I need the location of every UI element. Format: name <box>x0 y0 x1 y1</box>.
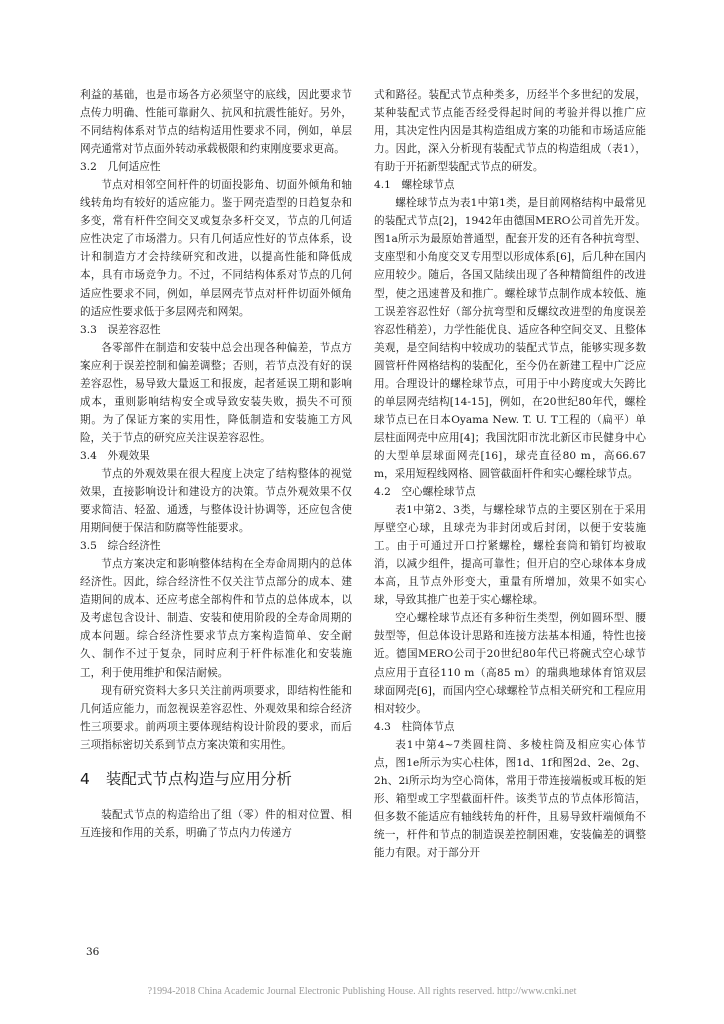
heading-3-5-economy: 3.5 综合经济性 <box>80 540 161 553</box>
paragraph-4-3: 表1中第4~7类圆柱筒、多棱柱筒及相应实心体节点，图1e所示为实心柱体，图1d、1f和图2d、2e、2g、2h、2i所示均为空心筒体，常用于带连接端板或耳板的矩形、箱型或工字型截面杆件。该类节点的节点体形简洁，但多数不能适应有轴线转角的杆件，且易导致杆端倾角不统一，杆件和节点的制造误差控制困难，安装偏差的调整能力有限。对于部分开 <box>374 738 646 859</box>
page-number: 36 <box>86 946 100 958</box>
paragraph-4-2-b: 空心螺栓球节点还有多种衍生类型，例如圆环型、腰鼓型等，但总体设计思路和连接方法基本相通，特性也接近。德国MERO公司于20世纪80年代已将碗式空心球节点应用于直径110 m（高85 m）的瑞典地球体育馆双层球面网壳[6]，而国内空心球螺栓节点相关研究和工程应用相对较少。 <box>374 612 646 715</box>
paragraph-4-2-a: 表1中第2、3类，与螺栓球节点的主要区别在于采用厚壁空心球，且球壳为非封闭或后封闭，以便于安装施工。由于可通过开口拧紧螺栓，螺栓套筒和销钉均被取消，以减少组件，提高可靠性；但开启的空心球体本身成本高，且节点外形变大，重量有所增加，效果不如实心球，导致其推广也差于实心螺栓球。 <box>374 504 646 607</box>
paragraph-structural-continued: 利益的基础，也是市场各方必须坚守的底线，因此要求节点传力明确、性能可靠耐久、抗风和抗震性能好。另外，不同结构体系对节点的结构适用性要求不同，例如，单层网壳通常对节点面外转动承载极限和约束刚度要求更高。 <box>80 89 352 156</box>
paragraph-4-1: 螺栓球节点为表1中第1类，是目前网格结构中最常见的装配式节点[2]，1942年由德国MERO公司首先开发。图1a所示为最原始普通型，配套开发的还有各种抗弯型、支座型和小角度交叉专用型以形成体系[6]，后几种在国内应用较少。随后，各国又陆续出现了各种精简组件的改进型，使之迅速普及和推广。螺栓球节点制作成本较低、施工误差容忍性好（部分抗弯型和反螺纹改进型的角度误差容忍性稍差），力学性能优良、适应各种空间交叉、且整体美观，是空间结构中较成功的装配式节点，能够实现多数圆管杆件网格结构的装配化，至今仍在新建工程中广泛应用。合理设计的螺栓球节点，可用于中小跨度或大矢跨比的单层网壳结构[14-15]，例如，在20世纪80年代，螺栓球节点已在日本Oyama New. T. U. T工程的（扁平）单层柱面网壳中应用[4]；我国沈阳市沈北新区市民健身中心的大型单层球面网壳[16]，球壳直径80 m，高66.67 m，采用短程线网格、圆管截面杆件和实心螺栓球节点。 <box>374 197 646 480</box>
paragraph-section-4-intro: 装配式节点的构造给出了组（零）件的相对位置、相互连接和作用的关系，明确了节点内力传递方 <box>80 808 352 839</box>
paragraph-3-5: 节点方案决定和影响整体结构在全寿命周期内的总体经济性。因此，综合经济性不仅关注节点部分的成本、建造期间的成本、还应考虑全部构件和节点的总体成本，以及考虑包含设计、制造、安装和使用阶段的全寿命周期的成本问题。综合经济性要求节点方案构造简单、安全耐久、制作不过于复杂，同时应利于杆件标准化和安装施工，利于使用维护和保洁耐候。 <box>80 558 352 679</box>
heading-4-1-bolt-ball-joint: 4.1 螺栓球节点 <box>374 179 455 192</box>
copyright-footer: ?1994-2018 China Academic Journal Electronic Publishing House. All rights reserved. http://www.cnki.net <box>147 986 577 997</box>
heading-3-2-geometric-adaptability: 3.2 几何适应性 <box>80 161 161 174</box>
paragraph-3-2: 节点对相邻空间杆件的切面投影角、切面外倾角和轴线转角均有较好的适应能力。鉴于网壳造型的日趋复杂和多变，常有杆件空间交叉或复杂多杆交叉，节点的几何适应性决定了市场潜力。只有几何适应性好的节点体系，设计和制造方才会持续研究和改进，以提高性能和降低成本，具有市场竞争力。不过，不同结构体系对节点的几何适应性要求不同，例如，单层网壳节点对杆件切面外倾角的适应性要求低于多层网壳和网架。 <box>80 179 352 318</box>
paragraph-3-4: 节点的外观效果在很大程度上决定了结构整体的视觉效果，直接影响设计和建设方的决策。节点外观效果不仅要求简洁、轻盈、通透，与整体设计协调等，还应包含使用期间便于保洁和防腐等性能要求。 <box>80 467 352 535</box>
left-column <box>80 86 352 842</box>
section-4-number: 4 <box>80 769 90 788</box>
heading-3-3-error-tolerance: 3.3 误差容忍性 <box>80 323 161 336</box>
section-4-heading <box>80 768 352 790</box>
heading-4-2-hollow-bolt-ball-joint: 4.2 空心螺栓球节点 <box>374 486 476 499</box>
heading-4-3-cylinder-joint: 4.3 柱筒体节点 <box>374 720 455 733</box>
heading-3-4-appearance: 3.4 外观效果 <box>80 449 150 462</box>
section-4-title: 装配式节点构造与应用分析 <box>105 769 292 788</box>
right-column <box>374 86 646 862</box>
paragraph-section-4-continued: 式和路径。装配式节点种类多，历经半个多世纪的发展，某种装配式节点能否经受得起时间的考验并得以推广应用，其决定性内因是其构造组成方案的功能和市场适应能力。因此，深入分析现有装配式节点的构造组成（表1），有助于开拓新型装配式节点的研发。 <box>374 89 646 174</box>
paragraph-3-3: 各零部件在制造和安装中总会出现各种偏差，节点方案应利于误差控制和偏差调整；否则，若节点没有好的误差容忍性，易导致大量返工和报废，起者延误工期和影响成本，重则影响结构安全或导致安装失败，损失不可预期。为了保证方案的实用性，降低制造和安装施工方风险，关于节点的研究应关注误差容忍性。 <box>80 341 352 444</box>
paragraph-summary: 现有研究资料大多只关注前两项要求，即结构性能和几何适应能力，而忽视误差容忍性、外观效果和综合经济性三项要求。前两项主要体现结构设计阶段的要求，而后三项指标密切关系到节点方案决策和实用性。 <box>80 684 352 751</box>
